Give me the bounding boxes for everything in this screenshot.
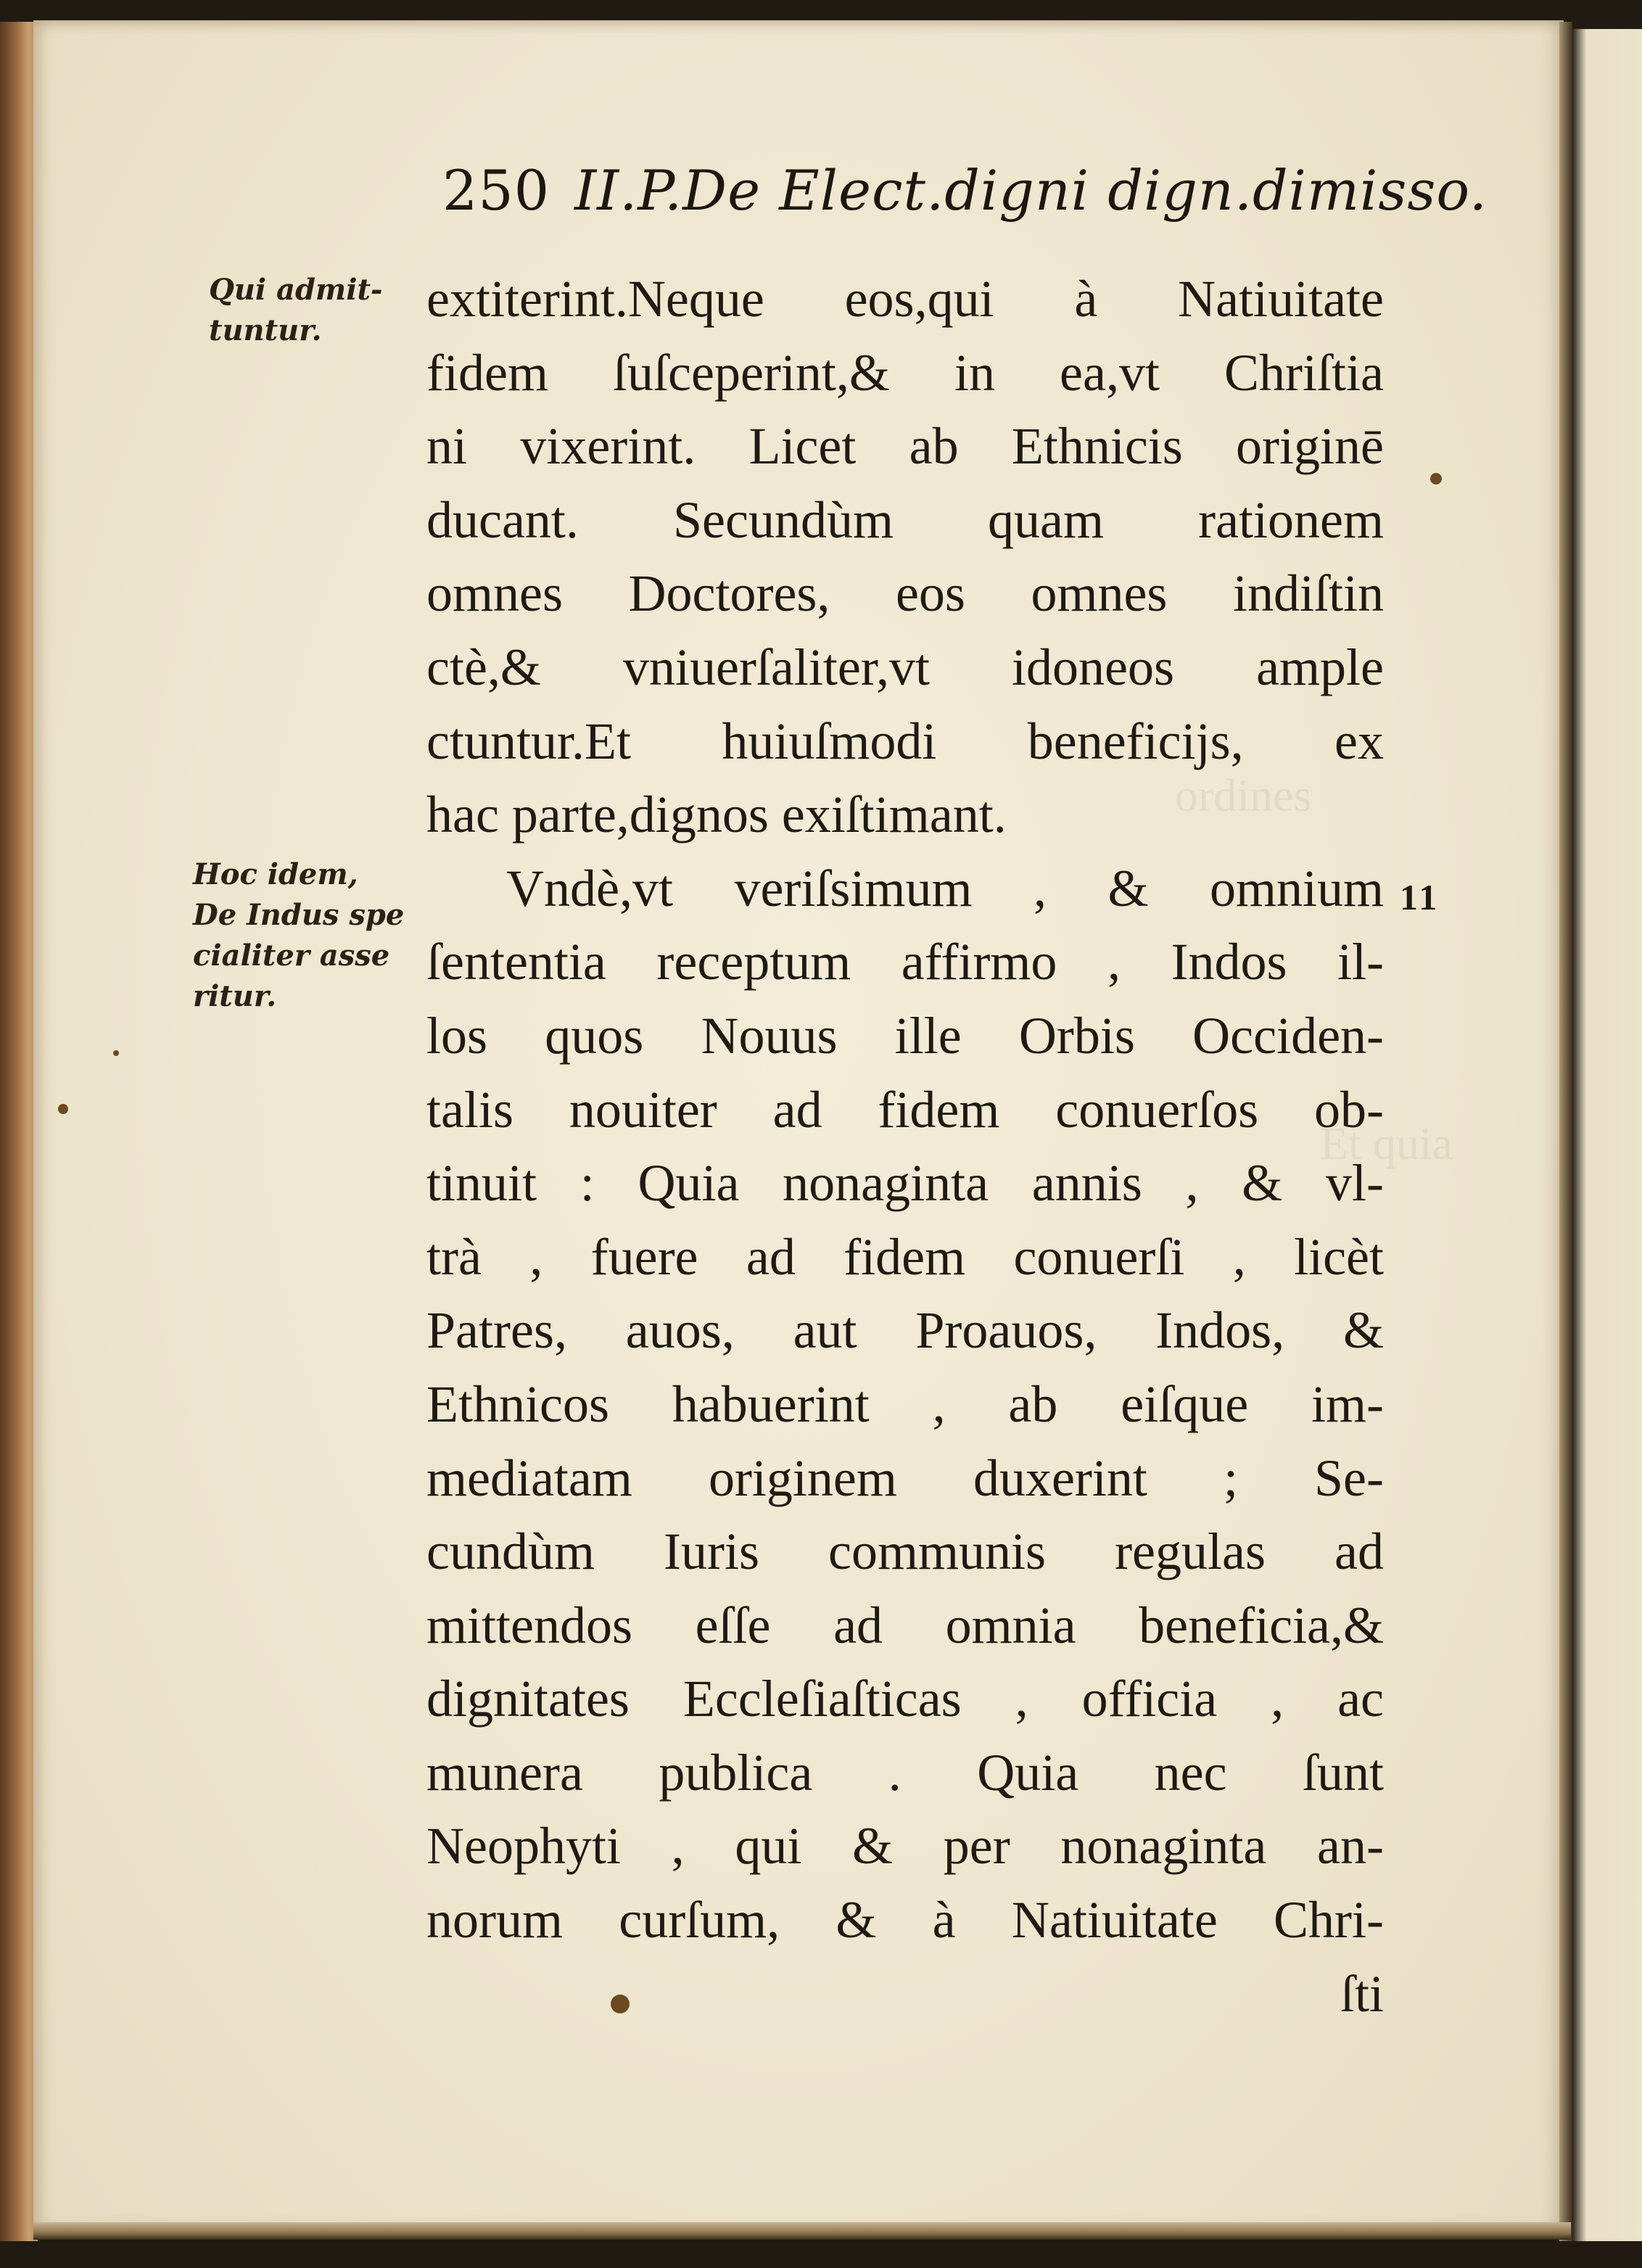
text-line: extiterint.Neque eos,qui à Natiuitate	[426, 270, 1384, 328]
text-line: omnes Doctores, eos omnes indiſtin	[426, 564, 1384, 623]
bleed-through: ordines	[1175, 770, 1312, 821]
text-line: ducant. Secundùm quam rationem	[426, 490, 1384, 549]
text-line: mediatam originem duxerint ; Se-	[426, 1448, 1384, 1507]
running-title: II.P.De Elect.digni dign.dimisso.	[574, 158, 1488, 223]
text-line: ni vixerint. Licet ab Ethnicis originē	[426, 417, 1384, 476]
body-text	[426, 263, 1384, 2031]
foxing-spot	[1430, 473, 1442, 484]
text-line: ſententia receptum affirmo , Indos il-	[426, 933, 1384, 991]
margin-note-line: Hoc idem,	[193, 857, 358, 891]
text-line: munera publica . Quia nec ſunt	[426, 1743, 1384, 1802]
text-line: Neophyti , qui & per nonaginta an-	[426, 1817, 1384, 1876]
margin-note-line: ritur.	[193, 979, 277, 1013]
text-line: los quos Nouus ille Orbis Occiden-	[426, 1006, 1384, 1065]
text-line: talis nouiter ad fidem conuerſos ob-	[426, 1080, 1384, 1139]
running-header	[442, 158, 1488, 223]
section-number: 11	[1400, 877, 1440, 917]
margin-note-hoc-idem	[193, 854, 404, 1017]
text-line: Patres, auos, aut Proauos, Indos, &	[426, 1301, 1384, 1360]
page-bottom-edge	[33, 2222, 1571, 2240]
text-line: hac parte,dignos exiſtimant.	[426, 785, 1007, 844]
text-line: Vndè,vt veriſsimum , & omnium	[506, 859, 1384, 917]
bleed-through: Et quia	[1320, 1118, 1453, 1169]
margin-note-line: Qui admit-	[209, 273, 383, 307]
previous-page-edge	[0, 22, 38, 2241]
margin-note-line: tuntur.	[209, 313, 322, 347]
margin-note-line: De Indus spe	[193, 898, 405, 932]
foxing-spot	[113, 1050, 119, 1056]
text-line: Ethnicos habuerint , ab eiſque im-	[426, 1374, 1384, 1433]
text-line: mittendos eſſe ad omnia beneficia,&	[426, 1596, 1384, 1654]
page-number: 250	[442, 158, 550, 223]
text-line: norum curſum, & à Natiuitate Chri-	[426, 1891, 1384, 1950]
next-page-edge	[1572, 29, 1642, 2241]
margin-note-line: cialiter asse	[193, 939, 390, 973]
margin-note-qui-admittuntur	[209, 270, 383, 351]
text-line: tinuit : Quia nonaginta annis , & vl-	[426, 1154, 1384, 1213]
text-line: dignitates Eccleſiaſticas , officia , ac	[426, 1670, 1384, 1728]
catchword: ſti	[1340, 1964, 1384, 2023]
text-line: trà , fuere ad fidem conuerſi , licèt	[426, 1227, 1384, 1286]
foxing-spot	[58, 1104, 68, 1114]
text-line: cundùm Iuris communis regulas ad	[426, 1522, 1384, 1581]
text-line: ctè,& vniuerſaliter,vt idoneos ample	[426, 638, 1384, 696]
text-line: fidem ſuſceperint,& in ea,vt Chriſtia	[426, 343, 1384, 402]
text-line: ctuntur.Et huiuſmodi beneficijs, ex	[426, 712, 1384, 770]
gutter-shadow	[1559, 22, 1572, 2241]
